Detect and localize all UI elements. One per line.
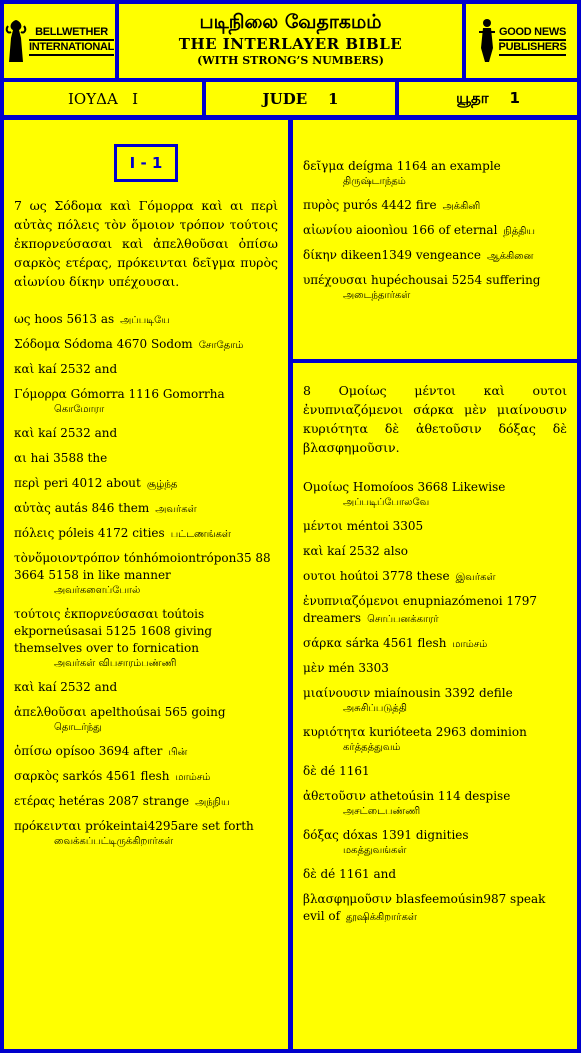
tamil-gloss: இவர்கள் [455, 572, 496, 583]
left-word-list [14, 311, 278, 849]
word-entry [303, 197, 567, 214]
english-gloss: kuriótеeta 2963 dominion [369, 725, 527, 739]
tamil-gloss: மாம்சம் [452, 639, 488, 650]
tamil-gloss: திருஷ்டாந்தம் [343, 176, 406, 187]
greek-word: σαρκὸς [14, 769, 59, 783]
word-entry [14, 386, 278, 417]
word-entry [14, 336, 278, 353]
right-bottom-word-list [303, 479, 567, 925]
tamil-gloss: பின் [168, 747, 188, 758]
ref-tamil [399, 82, 577, 115]
word-entry [303, 660, 567, 677]
greek-word: δὲ [303, 764, 317, 778]
english-gloss: kaí 2532 also [327, 544, 408, 558]
greek-word: κυριότητα [303, 725, 366, 739]
greek-word: τὸνὅμοιοντρόπον [14, 551, 120, 565]
greek-word: δὲ [303, 867, 317, 881]
english-gloss: toútois ekporneúsasai 5125 1608 giving themselves over to fornication [14, 607, 213, 655]
english-gloss: Homoíoos 3668 Likewise [352, 480, 506, 494]
english-gloss: hoútoi 3778 these [339, 569, 450, 583]
ref-greek-text: ΙΟΥΔΑ Ι [67, 89, 139, 108]
word-entry [303, 635, 567, 652]
greek-word: μὲν [303, 661, 325, 675]
english-gloss: hetéras 2087 strange [58, 794, 190, 808]
word-entry [14, 525, 278, 542]
word-entry [303, 891, 567, 925]
english-gloss: sárka 4561 flesh [345, 636, 447, 650]
tamil-gloss: சொப்பனக்காரர் [367, 614, 439, 625]
english-gloss: kaí 2532 and [38, 362, 118, 376]
ref-greek [4, 82, 202, 115]
tamil-gloss: அப்படியே [120, 315, 170, 326]
left-logo-box [4, 4, 115, 78]
greek-word: σάρκα [303, 636, 342, 650]
logo-line2: INTERNATIONAL [29, 41, 114, 56]
english-gloss: mén 3303 [328, 661, 389, 675]
word-entry [303, 788, 567, 819]
english-gloss: dé 1161 and [320, 867, 397, 881]
english-gloss: Gómorra 1116 Gomorrha [70, 387, 225, 401]
tamil-gloss: மகத்துவங்கள் [343, 845, 407, 856]
english-gloss: autás 846 them [54, 501, 150, 515]
tamil-gloss: நித்திய [503, 226, 535, 237]
word-entry [303, 724, 567, 755]
tamil-gloss: தூஷிக்கிறார்கள் [346, 912, 417, 923]
title-box [119, 4, 462, 78]
word-entry [14, 743, 278, 760]
word-entry [14, 500, 278, 517]
word-entry [14, 450, 278, 467]
ram-icon [5, 18, 27, 64]
logo-line1: GOOD NEWS [499, 26, 567, 41]
english-gloss: purós 4442 fire [343, 198, 437, 212]
greek-word: αὐτὰς [14, 501, 51, 515]
greek-word: ἐνυπνιαζόμενοι [303, 594, 399, 608]
greek-word: μιαίνουσιν [303, 686, 371, 700]
english-gloss: deígma 1164 an example [348, 159, 501, 173]
tamil-gloss: அப்படிப்போலவே [343, 497, 430, 508]
tamil-gloss: அவர்களைப்போல் [54, 585, 141, 596]
greek-word: ἀπελθοῦσαι [14, 705, 87, 719]
greek-word: ετέρας [14, 794, 55, 808]
logo-line1: BELLWETHER [29, 26, 114, 41]
right-bottom-column [293, 363, 577, 1049]
greek-word: δεῖγμα [303, 159, 345, 173]
greek-word: βλασφημοῦσιν [303, 892, 392, 906]
english-gloss: tónhómoiontrópon35 88 3664 5158 in like manner [14, 551, 271, 582]
tamil-gloss: கொமோரா [54, 404, 105, 415]
tamil-gloss: அவர்கள் [155, 504, 197, 515]
word-entry [14, 606, 278, 671]
verse-7-text: 7 ως Σόδομα καὶ Γόμορρα καὶ αι περὶ αὐτὰς πόλεις τὸν ὅμοιον τρόπον τούτοις ἐκπορνεύσασαι καὶ ἀπελθοῦσαι ὀπίσω σαρκὸς ετέρας, πρόκεινται δεῖγμα πυρὸς αἰωνίου δίκην υπέχουσαι. [14, 198, 278, 289]
greek-word: περὶ [14, 476, 40, 490]
tamil-gloss: வைக்கப்பட்டிருக்கிறார்கள் [54, 836, 174, 847]
tamil-gloss: அக்கினி [442, 201, 481, 212]
tamil-gloss: அடைந்தார்கள் [343, 290, 411, 301]
title-english: THE INTERLAYER BIBLE [178, 35, 403, 53]
word-entry [303, 272, 567, 303]
tamil-gloss: சோதோம் [198, 340, 244, 351]
word-entry [303, 763, 567, 780]
english-gloss: athetoúsin 114 despise [369, 789, 511, 803]
english-gloss: blasfeemoúsin987 speak evil of [303, 892, 546, 923]
word-entry [14, 768, 278, 785]
ref-tamil-text: யூதா 1 [456, 88, 520, 107]
english-gloss: dóxas 1391 dignities [342, 828, 469, 842]
word-entry [303, 247, 567, 264]
greek-word: υπέχουσαι [303, 273, 368, 287]
word-entry [14, 818, 278, 849]
english-gloss: Sódoma 4670 Sodom [63, 337, 193, 351]
english-gloss: kaí 2532 and [38, 680, 118, 694]
verse-8-text: 8 Ομοίως μέντοι καὶ ουτοι ἐνυπνιαζόμενοι σάρκα μὲν μιαίνουσιν κυριότητα δὲ ἀθετοῦσιν δόξας δὲ βλασφημοῦσιν. [303, 383, 567, 455]
bellwether-logo [5, 18, 114, 64]
tamil-gloss: சூழ்ந்த [146, 479, 178, 490]
ref-english [206, 82, 395, 115]
word-entry [14, 361, 278, 378]
tamil-gloss: அவர்கள் விபசாரம்பண்ணி [54, 658, 177, 669]
greek-word: ως [14, 312, 31, 326]
greek-word: πόλεις [14, 526, 55, 540]
greek-word: καὶ [14, 362, 35, 376]
word-entry [14, 793, 278, 810]
subtitle: (WITH STRONG’S NUMBERS) [197, 54, 384, 67]
greek-word: αἰωνίου [303, 223, 353, 237]
english-gloss: kaí 2532 and [38, 426, 118, 440]
greek-word: ὀπίσω [14, 744, 52, 758]
greek-word: ἀθετοῦσιν [303, 789, 366, 803]
english-gloss: dikeen1349 vengeance [340, 248, 481, 262]
word-entry [14, 704, 278, 735]
right-top-word-list [303, 158, 567, 303]
word-entry [14, 550, 278, 598]
figure-icon [477, 18, 497, 64]
english-gloss: prókeintai4295are set forth [85, 819, 254, 833]
english-gloss: dé 1161 [320, 764, 370, 778]
english-gloss: enupniazómenoi 1797 dreamers [303, 594, 537, 625]
greek-word: Ομοίως [303, 480, 350, 494]
greek-word: Σόδομα [14, 337, 61, 351]
english-gloss: hupéchousai 5254 suffering [371, 273, 541, 287]
word-entry [14, 475, 278, 492]
word-entry [303, 593, 567, 627]
greek-word: πρόκεινται [14, 819, 82, 833]
tamil-gloss: கர்த்தத்துவம் [343, 742, 401, 753]
title-tamil: படிநிலை வேதாகமம் [199, 11, 382, 33]
tamil-gloss: பட்டணங்கள் [170, 529, 231, 540]
tamil-gloss: ஆக்கினை [486, 251, 534, 262]
tamil-gloss: தொடர்ந்து [54, 722, 102, 733]
tamil-gloss: மாம்சம் [175, 772, 211, 783]
english-gloss: póleis 4172 cities [58, 526, 165, 540]
tamil-gloss: அசட்டைபண்ணி [343, 806, 421, 817]
english-gloss: miaínousin 3392 defile [374, 686, 513, 700]
good-news-logo [477, 18, 567, 64]
english-gloss: apelthoúsai 565 going [90, 705, 226, 719]
right-top-column [293, 120, 577, 359]
tamil-gloss: அந்நிய [195, 797, 230, 808]
english-gloss: opísoo 3694 after [55, 744, 163, 758]
word-entry [303, 479, 567, 510]
greek-word: Γόμορρα [14, 387, 67, 401]
word-entry [303, 685, 567, 716]
left-column [4, 120, 288, 1049]
english-gloss: aioonìou 166 of eternal [355, 223, 498, 237]
word-entry [303, 222, 567, 239]
word-entry [303, 568, 567, 585]
english-gloss: peri 4012 about [43, 476, 141, 490]
greek-word: αι [14, 451, 27, 465]
word-entry [14, 679, 278, 696]
greek-word: δίκην [303, 248, 337, 262]
ref-english-text: JUDE 1 [262, 89, 339, 108]
greek-word: μέντοι [303, 519, 343, 533]
verse-badge: I - 1 [114, 144, 178, 182]
greek-word: ουτοι [303, 569, 337, 583]
right-logo-box [466, 4, 577, 78]
greek-word: καὶ [14, 426, 35, 440]
word-entry [14, 311, 278, 328]
word-entry [303, 866, 567, 883]
word-entry [14, 425, 278, 442]
word-entry [303, 543, 567, 560]
word-entry [303, 158, 567, 189]
greek-word: καὶ [14, 680, 35, 694]
english-gloss: hoos 5613 as [34, 312, 115, 326]
english-gloss: hai 3588 the [30, 451, 108, 465]
logo-line2: PUBLISHERS [499, 41, 567, 56]
word-entry [303, 827, 567, 858]
greek-word: τούτοις ἐκπορνεύσασαι [14, 607, 159, 621]
greek-word: καὶ [303, 544, 324, 558]
english-gloss: sarkós 4561 flesh [62, 769, 170, 783]
greek-word: δόξας [303, 828, 339, 842]
greek-word: πυρὸς [303, 198, 340, 212]
word-entry [303, 518, 567, 535]
tamil-gloss: அசுசிப்படுத்தி [343, 703, 407, 714]
english-gloss: méntoi 3305 [346, 519, 424, 533]
